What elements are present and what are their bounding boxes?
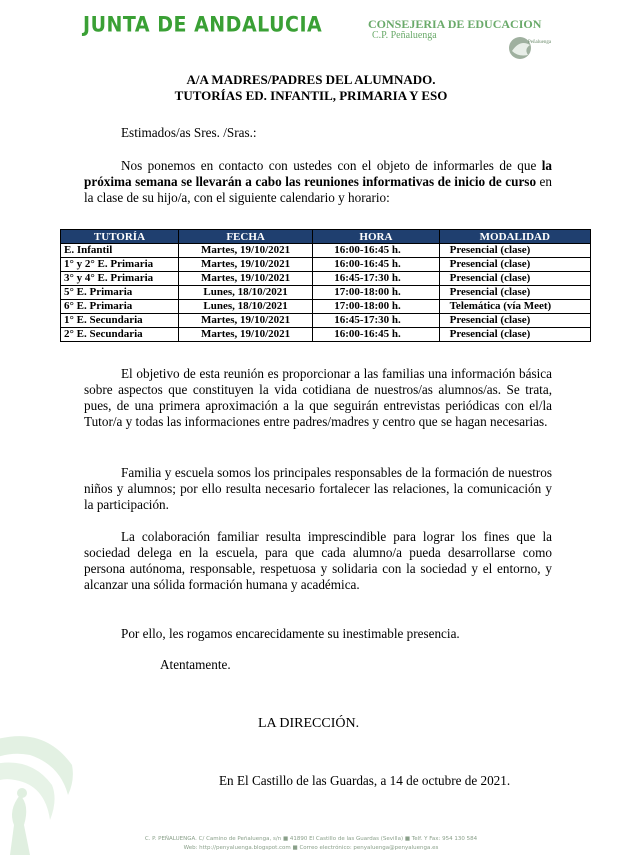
school-logo-icon (506, 31, 552, 61)
document-title (0, 72, 622, 104)
title-line-1: A/A MADRES/PADRES DEL ALUMNADO. (186, 72, 436, 87)
cell-tutoria: E. Infantil (61, 244, 179, 258)
cell-hora-wrap (313, 272, 439, 286)
schedule-table (60, 229, 591, 342)
cell-modalidad: Presencial (clase) (439, 272, 590, 286)
cell-modalidad: Presencial (clase) (439, 314, 590, 328)
cell-fecha: Martes, 19/10/2021 (178, 314, 312, 328)
cell-hora: 17:00-18:00 h. (334, 300, 401, 312)
cell-modalidad: Presencial (clase) (439, 328, 590, 342)
cell-modalidad: Telemática (vía Meet) (439, 300, 590, 314)
header-hora: HORA (313, 230, 439, 244)
cell-fecha: Lunes, 18/10/2021 (178, 300, 312, 314)
cell-modalidad: Presencial (clase) (439, 286, 590, 300)
cell-hora: 16:45-17:30 h. (334, 314, 401, 326)
paragraph-colaboracion: La colaboración familiar resulta imprescindible para lograr los fines que la sociedad delega en la escuela, para que cada alumno/a pueda desarrollarse como persona autónoma, responsable, respetuosa y solidaria con la sociedad y el entorno, y alcanzar una sólida formación humana y académica. (84, 529, 552, 592)
footer-contact: Web: http://penyaluenga.blogspot.com ■ Correo electrónico: penyaluenga@penyaluenga.es (183, 845, 439, 851)
cell-hora-wrap (313, 258, 439, 272)
table-row (61, 286, 591, 300)
intro-text-1: Nos ponemos en contacto con ustedes con el objeto de informarles de que (121, 158, 542, 173)
closing: Atentamente. (160, 657, 231, 672)
cell-hora-wrap (313, 244, 439, 258)
cell-tutoria: 3° y 4° E. Primaria (61, 272, 179, 286)
place-date: En El Castillo de las Guardas, a 14 de octubre de 2021. (219, 773, 511, 788)
school-name: C.P. Peñaluenga (372, 30, 437, 41)
cell-tutoria: 6° E. Primaria (61, 300, 179, 314)
cell-fecha: Martes, 19/10/2021 (178, 244, 312, 258)
junta-de-andalucia-logo-text: JUNTA DE ANDALUCIA (83, 12, 323, 38)
intro-bold: la próxima semana se llevarán a cabo las reuniones informativas de inicio de curso (84, 158, 552, 189)
cell-tutoria: 5° E. Primaria (61, 286, 179, 300)
paragraph-rogamos: Por ello, les rogamos encarecidamente su inestimable presencia. (121, 626, 460, 641)
cell-hora-wrap (313, 286, 439, 300)
paragraph-familia: Familia y escuela somos los principales responsables de la formación de nuestros niños y alumnos; por ello resulta necesario fortalecer las relaciones, la comunicación y la participación. (84, 465, 552, 512)
table-row (61, 328, 591, 342)
intro-paragraph (84, 158, 552, 206)
header-tutoria: TUTORÍA (61, 230, 179, 244)
cell-modalidad: Presencial (clase) (439, 258, 590, 272)
cell-tutoria: 1° E. Secundaria (61, 314, 179, 328)
cell-fecha: Lunes, 18/10/2021 (178, 286, 312, 300)
table-row (61, 314, 591, 328)
cell-hora: 17:00-18:00 h. (334, 286, 401, 298)
table-row (61, 300, 591, 314)
title-line-2: TUTORÍAS ED. INFANTIL, PRIMARIA Y ESO (174, 88, 448, 103)
cell-fecha: Martes, 19/10/2021 (178, 328, 312, 342)
cell-hora: 16:45-17:30 h. (334, 272, 401, 284)
header-fecha: FECHA (178, 230, 312, 244)
header-modalidad: MODALIDAD (439, 230, 590, 244)
cell-fecha: Martes, 19/10/2021 (178, 272, 312, 286)
cell-tutoria: 2° E. Secundaria (61, 328, 179, 342)
table-row (61, 258, 591, 272)
cell-hora: 16:00-16:45 h. (334, 244, 401, 256)
table-header-row (61, 230, 591, 244)
signature: LA DIRECCIÓN. (258, 716, 360, 731)
cell-hora-wrap (313, 300, 439, 314)
cell-hora: 16:00-16:45 h. (334, 258, 401, 270)
paragraph-objetivo: El objetivo de esta reunión es proporcionar a las familias una información básica sobre aspectos que constituyen la vida cotidiana de nuestros/as alumnos/as. Se trata, pues, de una primera aproximación a la que seguirán entrevistas periódicas con el/la Tutor/a y todas las informaciones entre padres/madres y centro que se hagan necesarias. (84, 366, 552, 429)
cell-hora: 16:00-16:45 h. (334, 328, 401, 340)
consejeria-label: CONSEJERIA DE EDUCACION (368, 17, 542, 31)
table-row (61, 244, 591, 258)
greeting: Estimados/as Sres. /Sras.: (121, 125, 257, 140)
footer-address: C. P. PEÑALUENGA. C/ Camino de Peñaluenga, s/n ■ 41890 El Castillo de las Guardas (Sevilla) ■ Telf. Y Fax: 954 130 584 (144, 836, 478, 842)
cell-hora-wrap (313, 314, 439, 328)
cell-modalidad: Presencial (clase) (439, 244, 590, 258)
cell-tutoria: 1° y 2° E. Primaria (61, 258, 179, 272)
cell-fecha: Martes, 19/10/2021 (178, 258, 312, 272)
cell-hora-wrap (313, 328, 439, 342)
intro-text-2: en la clase de su hijo/a, con el siguiente calendario y horario: (84, 174, 552, 205)
table-row (61, 272, 591, 286)
logo-label: Peñaluenga (528, 40, 552, 45)
